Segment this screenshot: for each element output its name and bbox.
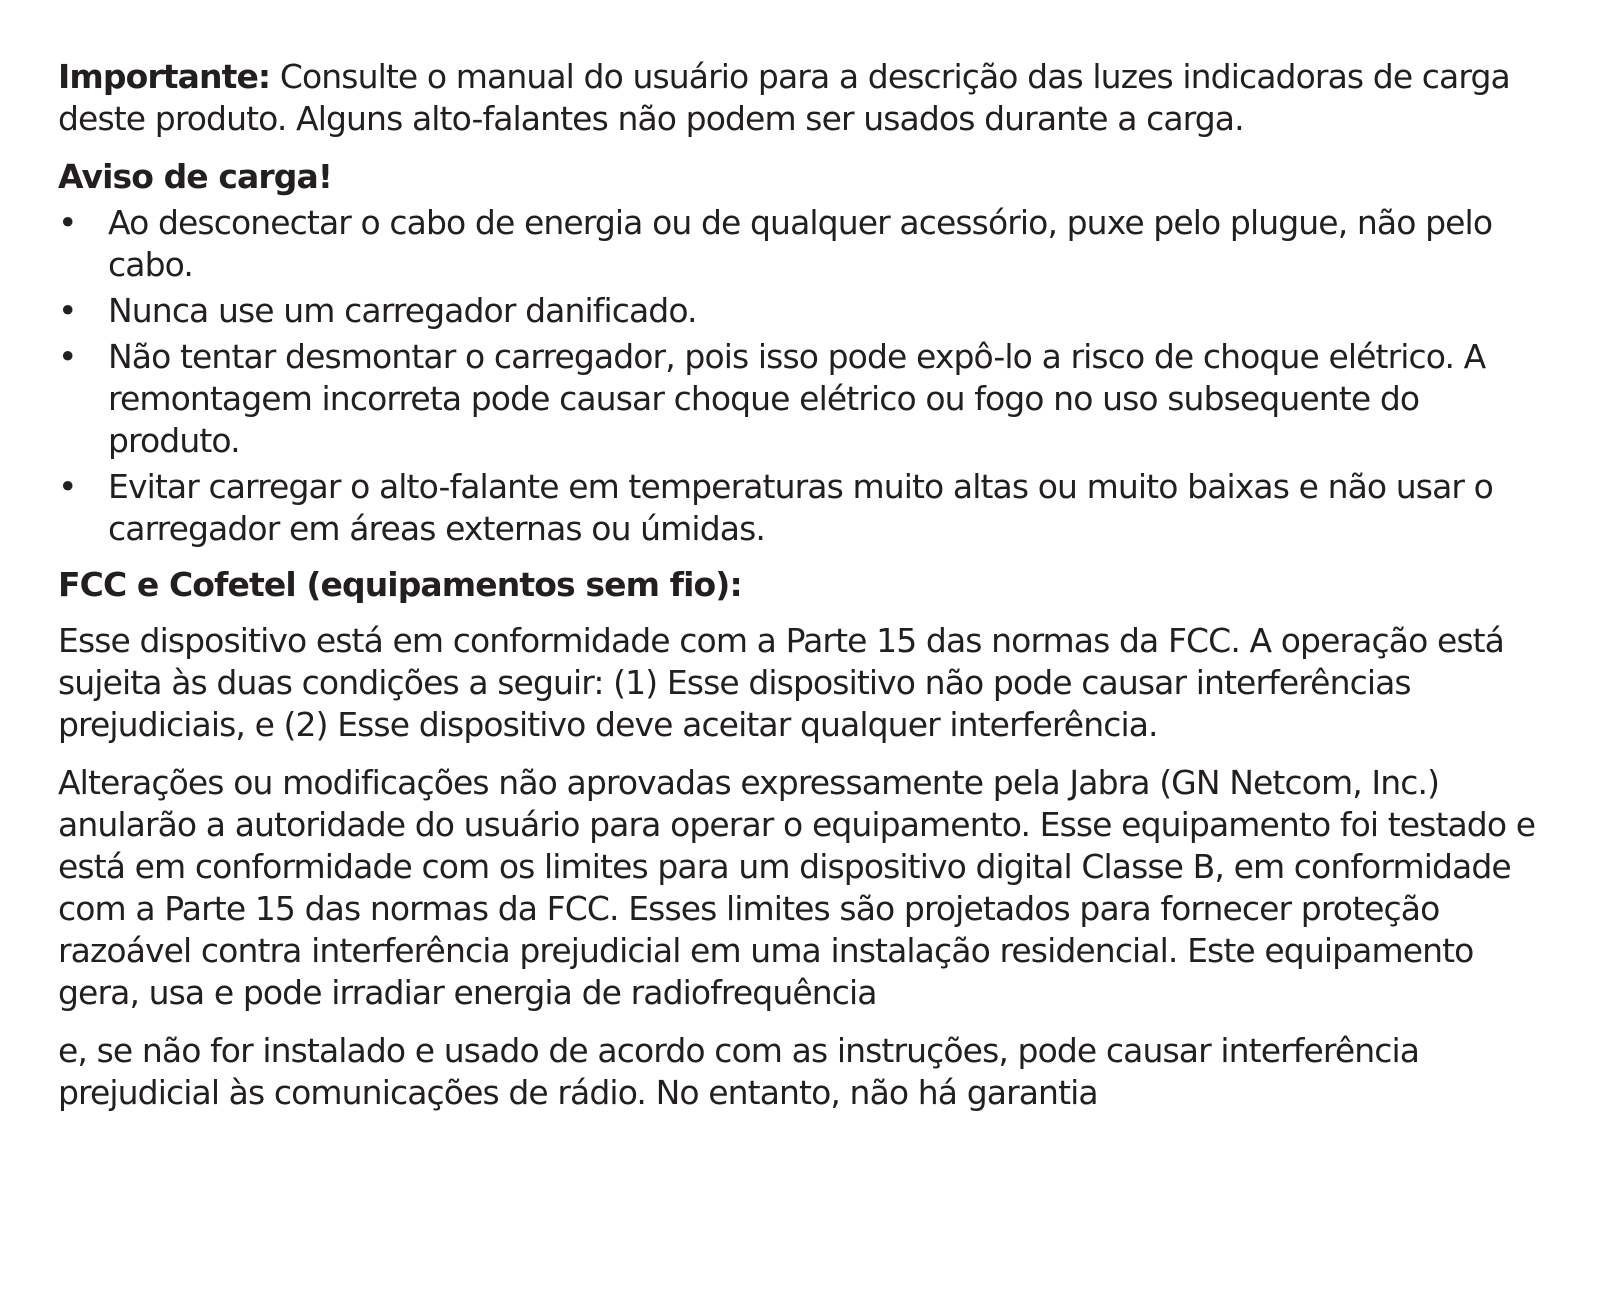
bullet-icon: • — [58, 467, 77, 506]
fcc-paragraph: Alterações ou modificações não aprovadas expressamente pela Jabra (GN Netcom, Inc.) anularão a autoridade do usuário para operar o equipamento. Esse equipamento foi testado e está em conformidade com os limites para um dispositivo digital Classe B, em conformidade com a Parte 15 das normas da FCC. Esses limites são projetados para fornecer proteção razoável contra interferência prejudicial em uma instalação residencial. Este equipamento gera, usa e pode irradiar energia de radiofrequência — [58, 763, 1536, 1012]
fcc-heading: FCC e Cofetel (equipamentos sem fio): — [58, 565, 742, 604]
fcc-paragraph: Esse dispositivo está em conformidade com a Parte 15 das normas da FCC. A operação está sujeita às duas condições a seguir: (1) Esse dispositivo não pode causar interferências prejudiciais, e (2) Esse dispositivo deve aceitar qualquer interferência. — [58, 621, 1505, 744]
bullet-icon: • — [58, 291, 77, 330]
list-item — [58, 336, 1550, 462]
important-label: Importante: — [58, 57, 271, 96]
important-text: Consulte o manual do usuário para a descrição das luzes indicadoras de carga deste produto. Alguns alto-falantes não podem ser usados durante a carga. — [58, 57, 1510, 138]
list-item — [58, 290, 1550, 332]
charging-warning-list — [58, 202, 1550, 550]
bullet-icon: • — [58, 203, 77, 242]
list-item-text: Nunca use um carregador danificado. — [108, 291, 697, 330]
bullet-icon: • — [58, 337, 77, 376]
list-item — [58, 466, 1550, 550]
important-paragraph — [58, 56, 1550, 140]
charging-warning-heading: Aviso de carga! — [58, 157, 333, 196]
fcc-paragraph: e, se não for instalado e usado de acordo com as instruções, pode causar interferência prejudicial às comunicações de rádio. No entanto, não há garantia — [58, 1031, 1420, 1112]
list-item-text: Evitar carregar o alto-falante em temperaturas muito altas ou muito baixas e não usar o carregador em áreas externas ou úmidas. — [108, 467, 1493, 548]
list-item — [58, 202, 1550, 286]
list-item-text: Não tentar desmontar o carregador, pois isso pode expô-lo a risco de choque elétrico. A remontagem incorreta pode causar choque elétrico ou fogo no uso subsequente do produto. — [108, 337, 1486, 460]
list-item-text: Ao desconectar o cabo de energia ou de qualquer acessório, puxe pelo plugue, não pelo cabo. — [108, 203, 1493, 284]
